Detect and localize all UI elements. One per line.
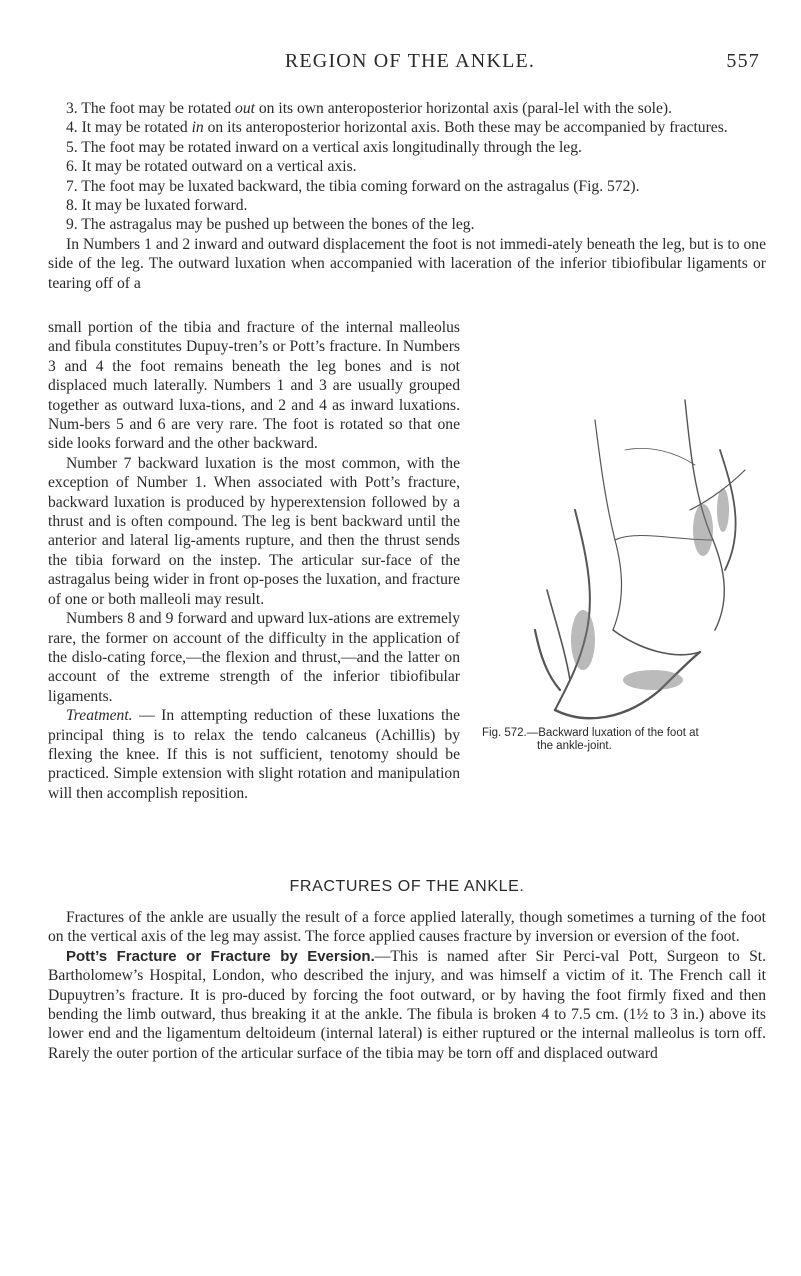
potts-fracture-paragraph: Pott’s Fracture or Fracture by Eversion.—This is named after Sir Perci-val Pott, Surgeon to St. Bartholomew’s Hospital, London, who described the injury, and was himself a victim of it. The French call it Dupuytren’s fracture. It is pro-duced by forcing the foot outward, or by having the foot firmly fixed and then bending the limb outward, thus breaking it at the ankle. The fibula is broken 4 to 7.5 cm. (1½ to 3 in.) above its lower end and the ligamentum deltoideum (internal lateral) is either ruptured or the internal malleolus is torn off. Rarely the outer portion of the articular surface of the tibia may be torn off and displaced outward: [48, 947, 767, 1062]
figure-caption: Fig. 572.—Backward luxation of the foot at the ankle-joint.: [482, 727, 699, 752]
running-head: REGION OF THE ANKLE.: [284, 50, 536, 72]
paragraph: In Numbers 1 and 2 inward and outward displacement the foot is not immedi-ately beneath the leg, but is to one side of the leg. The outward luxation when accompanied with laceration of the inferior tibiofibular ligaments or tearing off of a: [48, 235, 766, 292]
section-heading: FRACTURES OF THE ANKLE.: [289, 878, 525, 895]
paragraph: Fractures of the ankle are usually the result of a force applied laterally, though sometimes a turning of the foot on the vertical axis of the leg may assist. The force applied causes fracture by inversion or eversion of the foot.: [48, 909, 766, 946]
wrapped-text: [48, 318, 460, 803]
page-number: 557: [726, 50, 760, 72]
foot-luxation-figure: [475, 390, 775, 720]
paragraph: 9. The astragalus may be pushed up between the bones of the leg.: [66, 216, 475, 234]
paragraph: small portion of the tibia and fracture of the internal malleolus and fibula constitutes Dupuy-tren’s or Pott’s fracture. In Numbers 3 and 4 the foot remains beneath the leg bones and is not displaced much laterally. Numbers 1 and 3 are usually grouped together as outward luxa-tions, and 2 and 4 as inward luxations. Num-bers 5 and 6 are very rare. The foot is rotated so that one side looks forward and the other backward.: [48, 319, 460, 453]
paragraph: 7. The foot may be luxated backward, the tibia coming forward on the astragalus (Fig. 572).: [66, 177, 640, 195]
paragraph: 6. It may be rotated outward on a vertical axis.: [66, 158, 357, 176]
paragraph: 8. It may be luxated forward.: [66, 197, 248, 215]
treatment-paragraph: Treatment. — In attempting reduction of these luxations the principal thing is to relax the tendo calcaneus (Achillis) by flexing the knee. If this is not sufficient, tenotomy should be practiced. Simple extension with slight rotation and manipulation will then accomplish reposition.: [48, 707, 460, 802]
paragraph: Numbers 8 and 9 forward and upward lux-ations are extremely rare, the former on account of the difficulty in the application of the dislo-cating force,—the flexion and thrust,—and the latter on account of the extreme strength of the inferior tibiofibular ligaments.: [48, 610, 460, 705]
paragraph: 4. It may be rotated in on its anteroposterior horizontal axis. Both these may be accompanied by fractures.: [66, 119, 728, 137]
paragraph: 5. The foot may be rotated inward on a vertical axis longitudinally through the leg.: [66, 138, 582, 156]
page-header: [60, 50, 760, 76]
paragraph: Number 7 backward luxation is the most common, with the exception of Number 1. When associated with Pott’s fracture, backward luxation is produced by hyperextension followed by a thrust and is often compound. The leg is bent backward until the anterior and lateral lig-aments rupture, and then the thrust sends the tibia forward on the instep. The articular sur-face of the astragalus being wider in front op-poses the luxation, and fracture of one or both malleoli may result.: [48, 454, 460, 608]
intro-list: [48, 99, 766, 293]
fractures-section: [48, 908, 766, 1063]
paragraph: 3. The foot may be rotated out on its own anteroposterior horizontal axis (paral-lel with the sole).: [66, 100, 672, 117]
